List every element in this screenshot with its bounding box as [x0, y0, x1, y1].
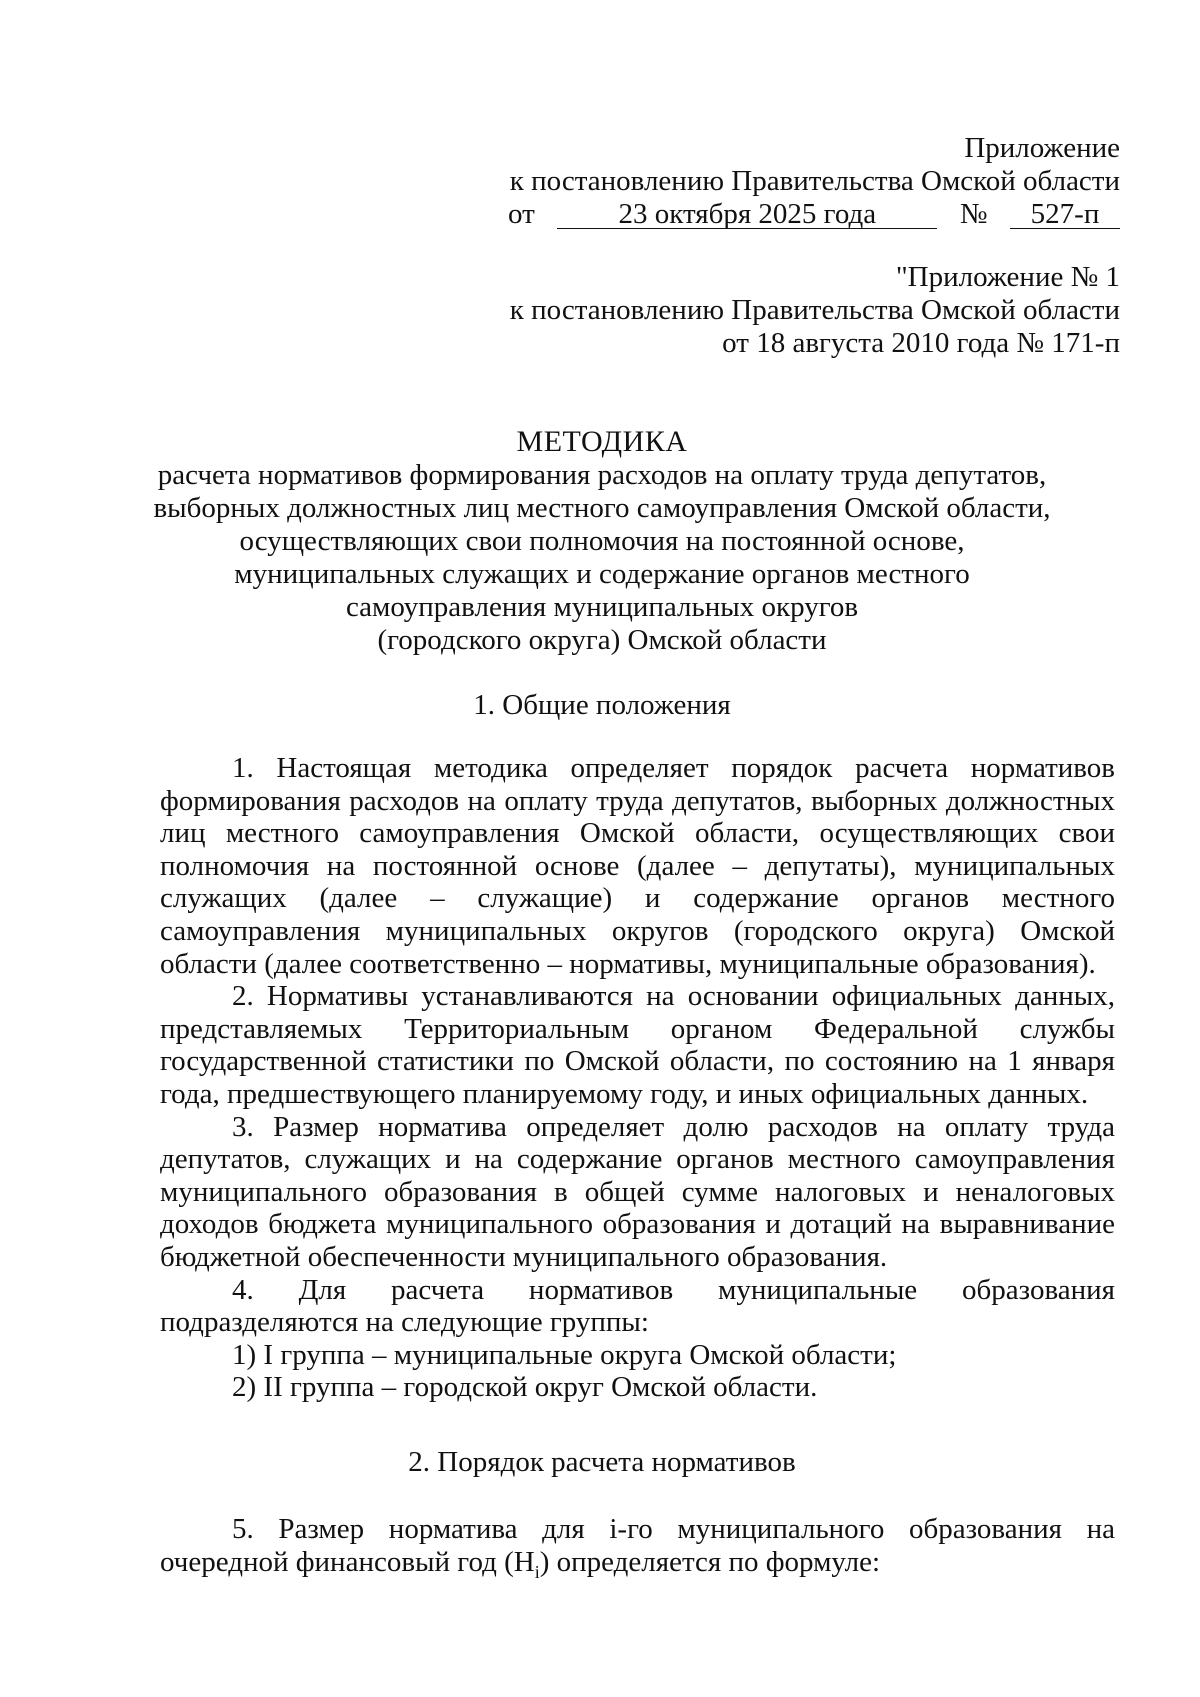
title-line: самоуправления муниципальных округов	[345, 591, 859, 623]
quoted-appendix-label: "Приложение № 1	[895, 261, 1120, 293]
appendix-header	[508, 132, 1120, 231]
section-heading-calculation: 2. Порядок расчета нормативов	[408, 1446, 796, 1478]
paragraph-5-subscript: i	[534, 1561, 540, 1582]
date-prefix: от	[508, 198, 535, 230]
title-line: муниципальных служащих и содержание органов местного	[234, 558, 970, 590]
number-prefix: №	[959, 198, 988, 230]
title-line: осуществляющих свои полномочия на постоянной основе,	[239, 525, 965, 557]
paragraph-5-text-end: ) определяется по формуле:	[539, 1545, 881, 1578]
title-line: (городского округа) Омской области	[377, 624, 827, 656]
appendix-date-line	[508, 198, 1120, 231]
section-general-body	[160, 752, 1115, 1404]
decree-date: 23 октября 2025 года	[557, 200, 937, 229]
list-item-group-1: 1) I группа – муниципальные округа Омской области;	[232, 1338, 897, 1371]
list-item-group-2: 2) II группа – городской округ Омской области.	[232, 1371, 818, 1404]
paragraph-5-text: 5. Размер норматива для i-го муниципального образования на очередной финансовый год (Н	[160, 1513, 1115, 1578]
title-line: расчета нормативов формирования расходов на оплату труда депутатов,	[157, 459, 1047, 491]
section-heading-general: 1. Общие положения	[473, 689, 731, 721]
quoted-appendix-date: от 18 августа 2010 года № 171-п	[722, 327, 1120, 359]
decree-number: 527-п	[1010, 200, 1120, 229]
appendix-reference: к постановлению Правительства Омской области	[509, 165, 1120, 197]
quoted-appendix-header	[510, 261, 1120, 360]
paragraph-1: 1. Настоящая методика определяет порядок расчета нормативов формирования расходов на оплату труда депутатов, выборных должностных лиц местного самоуправления Омской области, осуществляющих свои полномочия на постоянной основе (далее – депутаты), муниципальных служащих (далее – служащие) и содержание органов местного самоуправления муниципальных округов (городского округа) Омской области (далее соответственно – нормативы, муниципальные образования).	[160, 752, 1115, 980]
paragraph-5	[160, 1513, 1115, 1588]
document-title-block	[120, 425, 1084, 657]
quoted-appendix-reference: к постановлению Правительства Омской области	[509, 294, 1120, 326]
paragraph-3: 3. Размер норматива определяет долю расходов на оплату труда депутатов, служащих и на содержание органов местного самоуправления муниципального образования в общей сумме налоговых и неналоговых доходов бюджета муниципального образования и дотаций на выравнивание бюджетной обеспеченности муниципального образования.	[160, 1110, 1115, 1273]
section-calculation-body	[160, 1513, 1115, 1588]
title-line: выборных должностных лиц местного самоуправления Омской области,	[153, 492, 1051, 524]
document-title: МЕТОДИКА	[516, 425, 688, 458]
appendix-label: Приложение	[964, 132, 1120, 164]
paragraph-2: 2. Нормативы устанавливаются на основании официальных данных, представляемых Территориальным органом Федеральной службы государственной статистики по Омской области, по состоянию на 1 января года, предшествующего планируемому году, и иных официальных данных.	[160, 980, 1115, 1110]
paragraph-4: 4. Для расчета нормативов муниципальные образования подразделяются на следующие группы:	[160, 1273, 1115, 1339]
